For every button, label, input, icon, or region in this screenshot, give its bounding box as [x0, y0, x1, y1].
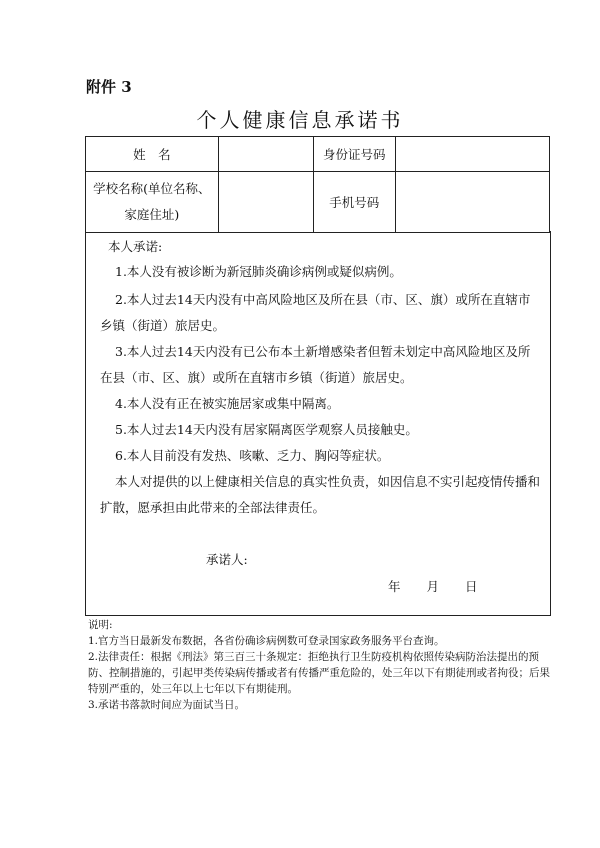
- name-field[interactable]: [218, 137, 313, 172]
- phone-label: 手机号码: [313, 172, 395, 233]
- note-item: 3.承诺书落款时间应为面试当日。: [88, 699, 246, 711]
- table-row: [86, 137, 550, 172]
- name-label: 姓 名: [86, 137, 219, 172]
- pledge-item: 2.本人过去14天内没有中高风险地区及所在县（市、区、旗）或所在直辖市乡镇（街道）旅居史。: [100, 292, 531, 333]
- attachment-label: 附件 3: [86, 78, 132, 96]
- date-label: 年 月 日: [388, 579, 478, 594]
- pledge-item: 4.本人没有正在被实施居家或集中隔离。: [115, 396, 340, 411]
- phone-field[interactable]: [395, 172, 549, 233]
- note-item: 1.官方当日最新发布数据，各省份确诊病例数可登录国家政务服务平台查询。: [88, 635, 445, 647]
- form-title: 个人健康信息承诺书: [196, 108, 404, 132]
- table-row: [86, 172, 550, 233]
- school-label: [86, 172, 219, 233]
- school-label-line2: 家庭住址): [124, 207, 180, 222]
- pledge-statement: 本人对提供的以上健康相关信息的真实性负责，如因信息不实引起疫情传播和扩散，愿承担由此带来的全部法律责任。: [100, 474, 541, 515]
- pledge-item: 1.本人没有被诊断为新冠肺炎确诊病例或疑似病例。: [115, 264, 402, 279]
- id-number-field[interactable]: [395, 137, 549, 172]
- pledge-item: 3.本人过去14天内没有已公布本土新增感染者但暂未划定中高风险地区及所在县（市、区、旗）或所在直辖市乡镇（街道）旅居史。: [100, 344, 531, 385]
- pledge-item: 6.本人目前没有发热、咳嗽、乏力、胸闷等症状。: [115, 448, 390, 463]
- notes-heading: 说明:: [88, 619, 113, 631]
- id-number-label: 身份证号码: [313, 137, 395, 172]
- signer-label: 承诺人:: [206, 552, 248, 567]
- info-table: [85, 136, 550, 233]
- pledge-heading: 本人承诺:: [108, 239, 163, 254]
- note-item: 2.法律责任：根据《刑法》第三百三十条规定：拒绝执行卫生防疫机构依照传染病防治法提出的预防、控制措施的，引起甲类传染病传播或者有传播严重危险的，处三年以下有期徒刑或者拘役；后果特别严重的，处三年以上七年以下有期徒刑。: [88, 651, 550, 695]
- notes-section: [88, 617, 550, 713]
- school-label-line1: 学校名称(单位名称、: [93, 181, 211, 196]
- school-field[interactable]: [218, 172, 313, 233]
- pledge-item: 5.本人过去14天内没有居家隔离医学观察人员接触史。: [115, 422, 418, 437]
